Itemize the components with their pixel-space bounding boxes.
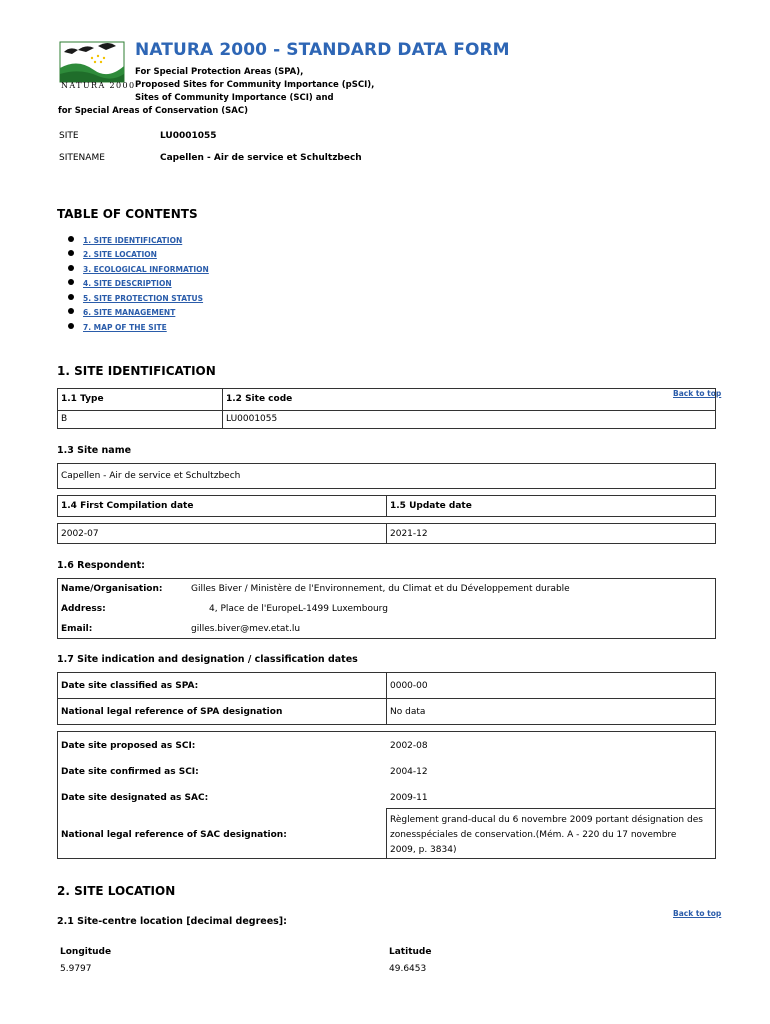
spa-table bbox=[57, 672, 716, 725]
site-code-value: LU0001055 bbox=[160, 131, 217, 141]
dates-header-row bbox=[57, 495, 716, 517]
toc-link-ecological-information[interactable]: 3. ECOLOGICAL INFORMATION bbox=[83, 265, 209, 274]
type-label: 1.1 Type bbox=[61, 394, 104, 404]
sci-proposed-value: 2002-08 bbox=[390, 741, 428, 751]
bullet-icon bbox=[68, 323, 74, 329]
first-compilation-value: 2002-07 bbox=[61, 529, 99, 539]
subtitle-line-2: Proposed Sites for Community Importance (pSCI), bbox=[135, 80, 375, 90]
site-name-box bbox=[57, 463, 716, 489]
sci-confirmed-value: 2004-12 bbox=[390, 767, 428, 777]
org-value: Gilles Biver / Ministère de l'Environnement, du Climat et du Développement durable bbox=[191, 584, 570, 594]
page-title: NATURA 2000 - STANDARD DATA FORM bbox=[135, 40, 510, 60]
back-to-top-link[interactable]: Back to top bbox=[673, 389, 722, 398]
subtitle-line-3: Sites of Community Importance (SCI) and bbox=[135, 93, 334, 103]
sci-confirmed-label: Date site confirmed as SCI: bbox=[61, 767, 199, 777]
toc-item[interactable] bbox=[68, 294, 203, 303]
sitename-value: Capellen - Air de service et Schultzbech bbox=[160, 153, 362, 163]
toc-item[interactable] bbox=[68, 279, 172, 288]
toc-item[interactable] bbox=[68, 265, 209, 274]
spa-reference-value: No data bbox=[390, 707, 426, 717]
logo-text: NATURA 2000 bbox=[61, 81, 136, 90]
sac-reference-label: National legal reference of SAC designation: bbox=[61, 830, 287, 840]
email-label: Email: bbox=[61, 624, 93, 634]
toc-link-site-location[interactable]: 2. SITE LOCATION bbox=[83, 250, 157, 259]
longitude-value: 5.9797 bbox=[60, 964, 92, 974]
dates-value-row bbox=[57, 523, 716, 544]
toc-link-map-of-the-site[interactable]: 7. MAP OF THE SITE bbox=[83, 323, 167, 332]
toc-item[interactable] bbox=[68, 236, 182, 245]
site-name-value: Capellen - Air de service et Schultzbech bbox=[61, 471, 241, 481]
latitude-label: Latitude bbox=[389, 947, 432, 957]
sci-sac-table bbox=[57, 731, 716, 859]
sitename-label: SITENAME bbox=[59, 153, 105, 163]
designation-dates-heading: 1.7 Site indication and designation / classification dates bbox=[57, 654, 358, 665]
org-label: Name/Organisation: bbox=[61, 584, 163, 594]
toc-item[interactable] bbox=[68, 250, 157, 259]
subtitle-line-4: for Special Areas of Conservation (SAC) bbox=[58, 106, 248, 116]
sac-designated-value: 2009-11 bbox=[390, 793, 428, 803]
spa-date-label: Date site classified as SPA: bbox=[61, 681, 199, 691]
first-compilation-label: 1.4 First Compilation date bbox=[61, 501, 194, 511]
respondent-table bbox=[57, 578, 716, 639]
toc-link-site-description[interactable]: 4. SITE DESCRIPTION bbox=[83, 279, 172, 288]
section-2-heading: 2. SITE LOCATION bbox=[57, 884, 176, 898]
toc-link-site-management[interactable]: 6. SITE MANAGEMENT bbox=[83, 308, 176, 317]
spa-reference-label: National legal reference of SPA designation bbox=[61, 707, 283, 717]
bullet-icon bbox=[68, 236, 74, 242]
bullet-icon bbox=[68, 279, 74, 285]
email-value: gilles.biver@mev.etat.lu bbox=[191, 624, 301, 634]
sac-reference-line-1: Règlement grand-ducal du 6 novembre 2009 portant désignation des bbox=[390, 815, 703, 825]
latitude-value: 49.6453 bbox=[389, 964, 427, 974]
toc-heading: TABLE OF CONTENTS bbox=[57, 207, 198, 221]
respondent-heading: 1.6 Respondent: bbox=[57, 560, 145, 571]
address-value: 4, Place de l'EuropeL-1499 Luxembourg bbox=[209, 604, 388, 614]
toc-link-site-protection-status[interactable]: 5. SITE PROTECTION STATUS bbox=[83, 294, 204, 303]
toc-link-site-identification[interactable]: 1. SITE IDENTIFICATION bbox=[83, 236, 183, 245]
natura-logo bbox=[58, 40, 136, 92]
longitude-label: Longitude bbox=[60, 947, 112, 957]
spa-date-value: 0000-00 bbox=[390, 681, 428, 691]
subtitle-line-1: For Special Protection Areas (SPA), bbox=[135, 67, 304, 77]
site-label: SITE bbox=[59, 131, 79, 141]
section-1-heading: 1. SITE IDENTIFICATION bbox=[57, 364, 216, 378]
back-to-top-link[interactable]: Back to top bbox=[673, 909, 722, 918]
sac-reference-line-2: zonesspéciales de conservation.(Mém. A - 220 du 17 novembre bbox=[390, 830, 677, 840]
update-date-value: 2021-12 bbox=[390, 529, 428, 539]
sac-reference-line-3: 2009, p. 3834) bbox=[390, 845, 457, 855]
type-value: B bbox=[61, 414, 68, 424]
update-date-label: 1.5 Update date bbox=[390, 501, 472, 511]
bullet-icon bbox=[68, 308, 74, 314]
code-label: 1.2 Site code bbox=[226, 394, 293, 404]
type-code-table bbox=[57, 388, 716, 429]
site-centre-heading: 2.1 Site-centre location [decimal degrees]: bbox=[57, 916, 287, 927]
site-name-heading: 1.3 Site name bbox=[57, 445, 132, 456]
bullet-icon bbox=[68, 265, 74, 271]
bullet-icon bbox=[68, 294, 74, 300]
sac-designated-label: Date site designated as SAC: bbox=[61, 793, 209, 803]
toc-item[interactable] bbox=[68, 323, 167, 332]
code-value: LU0001055 bbox=[226, 414, 278, 424]
toc-item[interactable] bbox=[68, 308, 175, 317]
bullet-icon bbox=[68, 250, 74, 256]
sci-proposed-label: Date site proposed as SCI: bbox=[61, 741, 196, 751]
address-label: Address: bbox=[61, 604, 106, 614]
